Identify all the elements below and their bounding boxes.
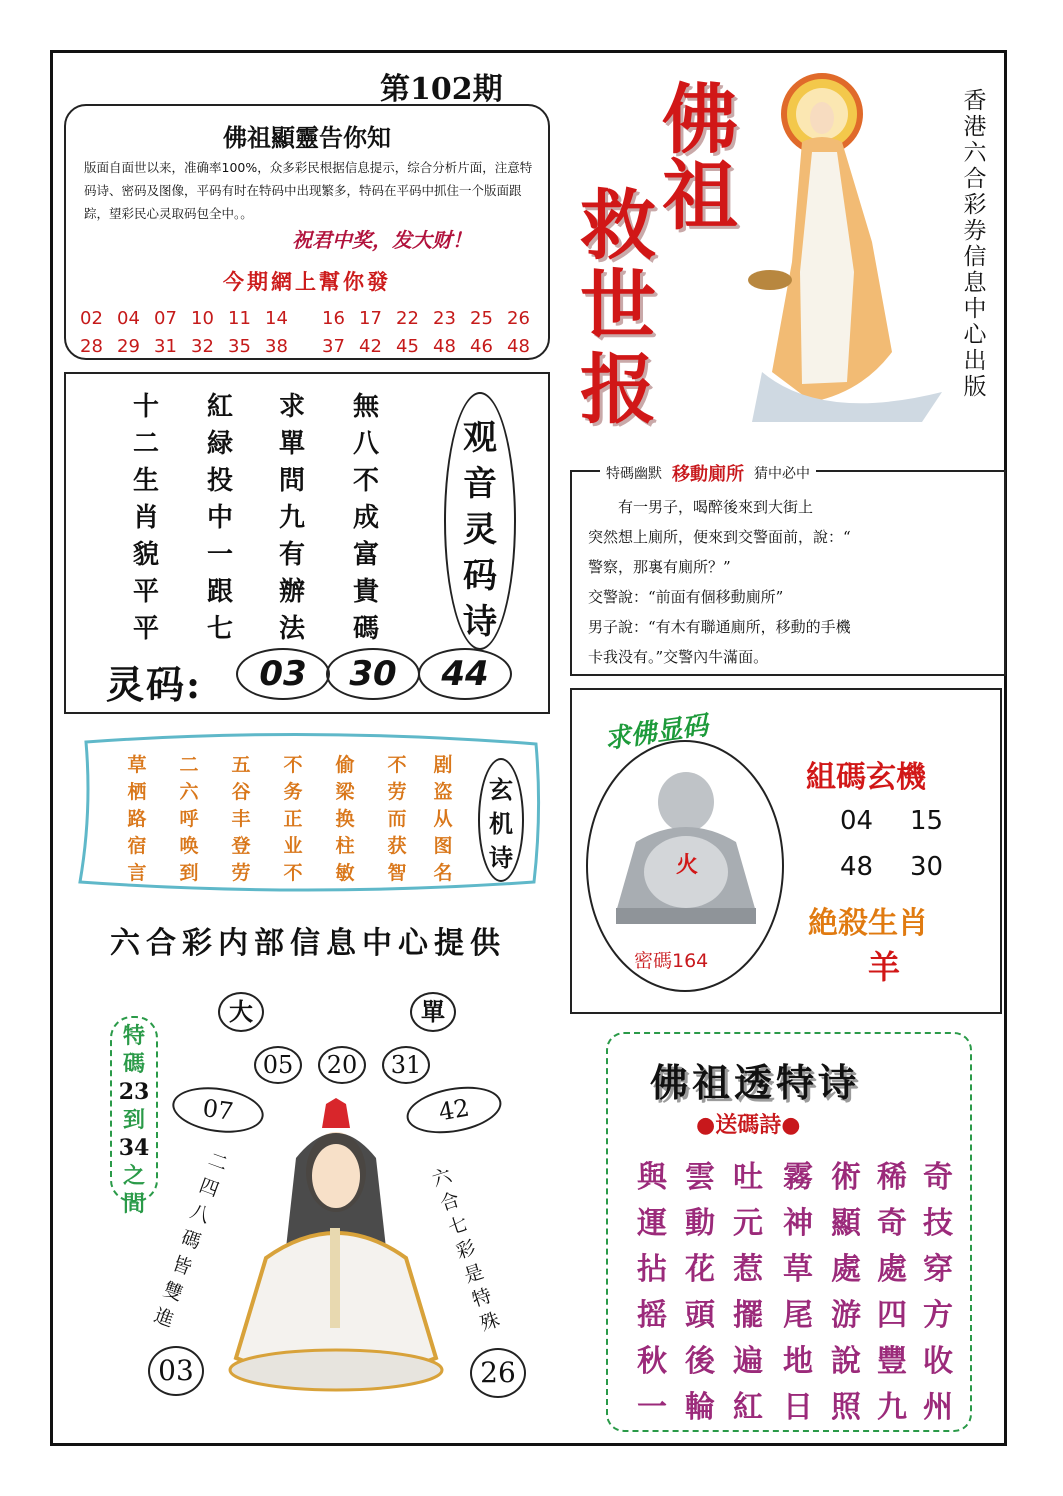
lottery-number: 26 bbox=[507, 307, 530, 329]
poem-char: 單 bbox=[278, 429, 305, 459]
poem-char: 富 bbox=[352, 540, 379, 570]
ling-label: 灵码: bbox=[106, 662, 203, 707]
seated-guanyin-image bbox=[226, 1098, 456, 1398]
left-vertical-char: 碼 bbox=[178, 1226, 204, 1254]
xuanji-char: 草 bbox=[127, 754, 147, 776]
poem-char: 緑 bbox=[206, 429, 233, 459]
title-char-2: 祖 bbox=[662, 151, 738, 240]
touti-char: 日 bbox=[783, 1390, 813, 1425]
buddha-title: 求佛显码 bbox=[602, 710, 710, 756]
touti-char: 動 bbox=[685, 1206, 715, 1241]
poem-title-oval bbox=[444, 392, 516, 650]
joke-line: 男子說：“有木有聯通廁所，移動的手機 bbox=[588, 618, 851, 636]
xuanji-char: 务 bbox=[283, 781, 303, 803]
poem-title-char: 码 bbox=[463, 556, 497, 596]
xuanji-char: 言 bbox=[127, 862, 147, 884]
joke-tail: 猜中必中 bbox=[754, 466, 810, 482]
intro-body: 版面自面世以来，准确率100%，众多彩民根据信息提示，综合分析片面，注意特码诗、密码及图像，平码有时在特码中出现繁多，特码在平码中抓住一个版面跟踪，望彩民心灵取码包全中。。 bbox=[84, 160, 533, 221]
number-row-2 bbox=[80, 332, 544, 360]
touti-char: 秋 bbox=[637, 1344, 667, 1379]
touti-char: 運 bbox=[637, 1206, 667, 1241]
touti-char: 擺 bbox=[733, 1298, 763, 1333]
joke-tag: 特碼幽默 bbox=[606, 466, 662, 482]
lottery-number: 42 bbox=[359, 335, 382, 357]
lottery-number: 29 bbox=[117, 335, 140, 357]
single-badge: 單 bbox=[410, 992, 456, 1032]
xuanji-char: 梁 bbox=[335, 781, 355, 803]
joke-header bbox=[600, 460, 816, 486]
touti-char: 九 bbox=[877, 1390, 907, 1425]
touti-char: 奇 bbox=[877, 1206, 907, 1241]
poem-char: 貴 bbox=[352, 577, 379, 607]
lottery-number: 16 bbox=[322, 307, 345, 329]
top-number-1: 05 bbox=[254, 1046, 302, 1084]
zu-number-2: 15 bbox=[910, 806, 944, 836]
touti-char: 方 bbox=[923, 1298, 953, 1333]
lottery-number: 10 bbox=[191, 307, 214, 329]
tema-char: 間 bbox=[122, 1191, 145, 1217]
xuanji-title-char: 玄 bbox=[489, 776, 513, 804]
tema-char: 之 bbox=[122, 1163, 145, 1189]
tema-char: 碼 bbox=[122, 1051, 145, 1077]
lottery-number: 37 bbox=[322, 335, 345, 357]
poem-char: 生 bbox=[132, 466, 159, 496]
touti-title: 佛祖透特诗 bbox=[650, 1060, 861, 1105]
zu-number-3: 48 bbox=[840, 852, 874, 882]
touti-char: 後 bbox=[685, 1344, 715, 1379]
ling-number-3: 44 bbox=[418, 648, 512, 700]
touti-char: 穿 bbox=[923, 1252, 953, 1287]
touti-char: 顯 bbox=[831, 1206, 861, 1241]
ling-number-2: 30 bbox=[326, 648, 420, 700]
lottery-number: 46 bbox=[470, 335, 493, 357]
xuanji-char: 盗 bbox=[433, 781, 453, 803]
touti-char: 摇 bbox=[637, 1298, 667, 1333]
tema-char: 到 bbox=[122, 1107, 145, 1133]
xuanji-char: 劳 bbox=[387, 781, 407, 803]
poem-char: 求 bbox=[278, 392, 305, 422]
xuanji-char: 剧 bbox=[433, 754, 453, 776]
left-vertical-char: 皆 bbox=[169, 1252, 195, 1280]
xuanji-char: 敏 bbox=[335, 862, 355, 884]
number-row-1 bbox=[80, 304, 544, 332]
touti-char: 輪 bbox=[685, 1390, 715, 1425]
poem-char: 二 bbox=[132, 429, 159, 459]
poem-char: 不 bbox=[352, 466, 379, 496]
poem-char: 中 bbox=[206, 503, 233, 533]
tema-range-box bbox=[110, 1016, 158, 1217]
xuanji-char: 唤 bbox=[179, 835, 199, 857]
lottery-number: 04 bbox=[117, 307, 140, 329]
touti-char: 霧 bbox=[783, 1160, 813, 1195]
poem-title-char: 诗 bbox=[463, 602, 497, 642]
xuanji-char: 劳 bbox=[231, 862, 251, 884]
top-number-3: 31 bbox=[382, 1046, 430, 1084]
touti-char: 元 bbox=[733, 1206, 763, 1241]
zu-numbers bbox=[840, 798, 980, 890]
touti-subtitle: ●送碼詩● bbox=[696, 1113, 801, 1138]
xuanji-char: 到 bbox=[179, 862, 199, 884]
xuanji-char: 从 bbox=[433, 808, 453, 830]
poem-char: 貌 bbox=[132, 540, 159, 570]
touti-char: 雲 bbox=[685, 1160, 715, 1195]
touti-char: 遍 bbox=[733, 1344, 763, 1379]
ling-number-1: 03 bbox=[236, 648, 330, 700]
xuanji-title-oval bbox=[478, 758, 524, 882]
joke-line: 交警說：“前面有個移動廁所” bbox=[588, 588, 784, 606]
xuanji-char: 业 bbox=[283, 835, 303, 857]
poem-char: 問 bbox=[278, 466, 305, 496]
xuanji-char: 不 bbox=[283, 862, 303, 884]
left-vertical-char: 四 bbox=[196, 1174, 222, 1202]
lottery-number: 02 bbox=[80, 307, 103, 329]
poem-char: 辦 bbox=[278, 577, 305, 607]
poem-char: 有 bbox=[278, 540, 305, 570]
xuanji-char: 柱 bbox=[335, 835, 355, 857]
wish-text: 祝君中奖，发大财！ bbox=[292, 228, 472, 252]
lottery-number: 45 bbox=[396, 335, 419, 357]
tema-char: 23 bbox=[118, 1079, 150, 1105]
poem-char: 七 bbox=[206, 614, 233, 644]
left-oval-number: 07 bbox=[169, 1082, 266, 1138]
left-vertical-char: 進 bbox=[151, 1304, 177, 1332]
poem-char: 成 bbox=[352, 503, 379, 533]
touti-char: 一 bbox=[637, 1390, 667, 1425]
title-char-4: 世 bbox=[580, 261, 656, 350]
lottery-number: 35 bbox=[228, 335, 251, 357]
joke-line: 警察，那裏有廁所？” bbox=[588, 558, 731, 576]
xuanji-char: 智 bbox=[387, 862, 407, 884]
left-vertical-char: 雙 bbox=[160, 1278, 186, 1306]
poem-char: 碼 bbox=[352, 614, 379, 644]
touti-char: 處 bbox=[877, 1252, 907, 1287]
zu-title: 組碼玄機 bbox=[806, 760, 926, 795]
jue-value: 羊 bbox=[868, 948, 901, 986]
title-char-3: 救 bbox=[580, 181, 656, 270]
guanyin-statue-image bbox=[742, 72, 952, 426]
touti-char: 頭 bbox=[685, 1298, 715, 1333]
lottery-number: 38 bbox=[265, 335, 288, 357]
poem-char: 平 bbox=[132, 614, 159, 644]
joke-line: 突然想上廁所，便來到交警面前，說：“ bbox=[588, 528, 851, 546]
xuanji-char: 获 bbox=[387, 835, 407, 857]
xuanji-char: 偷 bbox=[335, 754, 355, 776]
intro-title: 佛祖顯靈告你知 bbox=[223, 123, 391, 152]
xuanji-char: 六 bbox=[179, 781, 199, 803]
touti-char: 豐 bbox=[877, 1344, 907, 1379]
left-vertical-char: 八 bbox=[187, 1200, 213, 1228]
joke-box bbox=[570, 464, 1006, 676]
lottery-number: 31 bbox=[154, 335, 177, 357]
xuanji-char: 五 bbox=[231, 754, 251, 776]
touti-char: 四 bbox=[877, 1298, 907, 1333]
big-badge: 大 bbox=[218, 992, 264, 1032]
touti-char: 奇 bbox=[923, 1160, 953, 1195]
zu-number-1: 04 bbox=[840, 806, 874, 836]
xuanji-char: 呼 bbox=[179, 808, 199, 830]
net-line: 今期網上幫你發 bbox=[223, 269, 391, 294]
xuanji-char: 不 bbox=[387, 754, 407, 776]
poem-char: 無 bbox=[352, 392, 379, 422]
left-vertical-char: 二 bbox=[205, 1148, 231, 1176]
touti-char: 花 bbox=[685, 1252, 715, 1287]
xuanji-char: 丰 bbox=[231, 808, 251, 830]
xuanji-char: 栖 bbox=[127, 781, 147, 803]
touti-char: 稀 bbox=[877, 1160, 907, 1195]
title-char-5: 报 bbox=[580, 345, 656, 434]
lottery-number: 11 bbox=[228, 307, 251, 329]
lottery-number: 22 bbox=[396, 307, 419, 329]
touti-char: 說 bbox=[831, 1344, 861, 1379]
tema-char: 特 bbox=[122, 1023, 145, 1049]
lottery-number: 25 bbox=[470, 307, 493, 329]
touti-char: 神 bbox=[783, 1206, 813, 1241]
poem-char: 平 bbox=[132, 577, 159, 607]
mima-text: 密碼164 bbox=[634, 950, 709, 972]
touti-char: 術 bbox=[831, 1160, 861, 1195]
poem-char: 跟 bbox=[206, 577, 233, 607]
right-vertical-char: 殊 bbox=[477, 1308, 503, 1336]
touti-char: 尾 bbox=[783, 1298, 813, 1333]
poem-char: 投 bbox=[206, 466, 233, 496]
xuanji-char: 正 bbox=[283, 808, 303, 830]
xuanji-char: 而 bbox=[387, 808, 407, 830]
number-list bbox=[80, 304, 544, 360]
xuanji-char: 不 bbox=[283, 754, 303, 776]
joke-title: 移動廁所 bbox=[672, 464, 744, 485]
touti-char: 處 bbox=[831, 1252, 861, 1287]
title-char-1: 佛 bbox=[662, 75, 738, 164]
right-vertical-char: 特 bbox=[469, 1284, 495, 1312]
xuanji-char: 谷 bbox=[231, 781, 251, 803]
right-vertical-char: 是 bbox=[461, 1260, 487, 1288]
poem-char: 九 bbox=[278, 503, 305, 533]
tema-char: 34 bbox=[118, 1135, 150, 1161]
lottery-number: 48 bbox=[507, 335, 530, 357]
publisher-vertical: 香港六合彩券信息中心出版 bbox=[963, 88, 987, 400]
touti-char: 惹 bbox=[733, 1252, 763, 1287]
joke-line: 有一男子，喝醉後來到大街上 bbox=[588, 498, 814, 516]
touti-char: 拈 bbox=[637, 1252, 667, 1287]
poem-char: 紅 bbox=[206, 392, 233, 422]
touti-char: 地 bbox=[783, 1344, 813, 1379]
poem-title-char: 音 bbox=[463, 464, 497, 504]
jue-title: 絶殺生肖 bbox=[808, 906, 928, 941]
xuanji-char: 换 bbox=[335, 808, 355, 830]
touti-char: 收 bbox=[923, 1344, 953, 1379]
zu-number-4: 30 bbox=[910, 852, 944, 882]
intro-box bbox=[64, 104, 550, 360]
joke-body bbox=[588, 492, 992, 672]
xuanji-title-char: 机 bbox=[489, 810, 513, 838]
touti-char: 州 bbox=[923, 1390, 953, 1425]
xuanji-char: 二 bbox=[179, 754, 199, 776]
poem-char: 一 bbox=[206, 540, 233, 570]
right-vertical-char: 合 bbox=[437, 1188, 463, 1216]
xuanji-char: 名 bbox=[433, 862, 453, 884]
lottery-number: 32 bbox=[191, 335, 214, 357]
bottom-left-number: 03 bbox=[148, 1346, 204, 1396]
xuanji-title-char: 诗 bbox=[489, 844, 513, 872]
xuanji-char: 登 bbox=[231, 835, 251, 857]
poem-char: 八 bbox=[352, 429, 379, 459]
touti-char: 照 bbox=[831, 1390, 861, 1425]
provider-text: 六合彩内部信息中心提供 bbox=[110, 926, 506, 961]
touti-char: 紅 bbox=[733, 1390, 763, 1425]
lottery-number: 07 bbox=[154, 307, 177, 329]
touti-char: 草 bbox=[783, 1252, 813, 1287]
issue-number: 第102期 bbox=[380, 72, 503, 107]
poem-title-char: 灵 bbox=[463, 510, 497, 550]
bottom-right-number: 26 bbox=[470, 1348, 526, 1398]
right-oval-number: 42 bbox=[403, 1080, 505, 1140]
top-number-2: 20 bbox=[318, 1046, 366, 1084]
xuanji-char: 路 bbox=[127, 808, 147, 830]
joke-line: 卡我没有。”交警內牛滿面。 bbox=[588, 648, 769, 666]
poem-char: 法 bbox=[278, 614, 305, 644]
xuanji-char: 宿 bbox=[127, 835, 147, 857]
poem-char: 肖 bbox=[132, 503, 159, 533]
laughing-buddha-image bbox=[606, 762, 766, 928]
touti-char: 游 bbox=[831, 1298, 861, 1333]
lottery-number: 17 bbox=[359, 307, 382, 329]
lottery-number: 48 bbox=[433, 335, 456, 357]
lottery-number: 28 bbox=[80, 335, 103, 357]
lottery-number: 14 bbox=[265, 307, 288, 329]
poem-char: 十 bbox=[132, 392, 159, 422]
fire-element: 火 bbox=[676, 853, 699, 878]
right-vertical-char: 七 bbox=[445, 1212, 471, 1240]
poem-title-char: 观 bbox=[463, 418, 497, 458]
lottery-number: 23 bbox=[433, 307, 456, 329]
touti-char: 吐 bbox=[733, 1160, 763, 1195]
touti-char: 技 bbox=[923, 1206, 953, 1241]
right-vertical-char: 彩 bbox=[453, 1236, 479, 1264]
xuanji-char: 图 bbox=[433, 835, 453, 857]
touti-char: 與 bbox=[637, 1160, 667, 1195]
right-vertical-char: 六 bbox=[429, 1164, 455, 1192]
